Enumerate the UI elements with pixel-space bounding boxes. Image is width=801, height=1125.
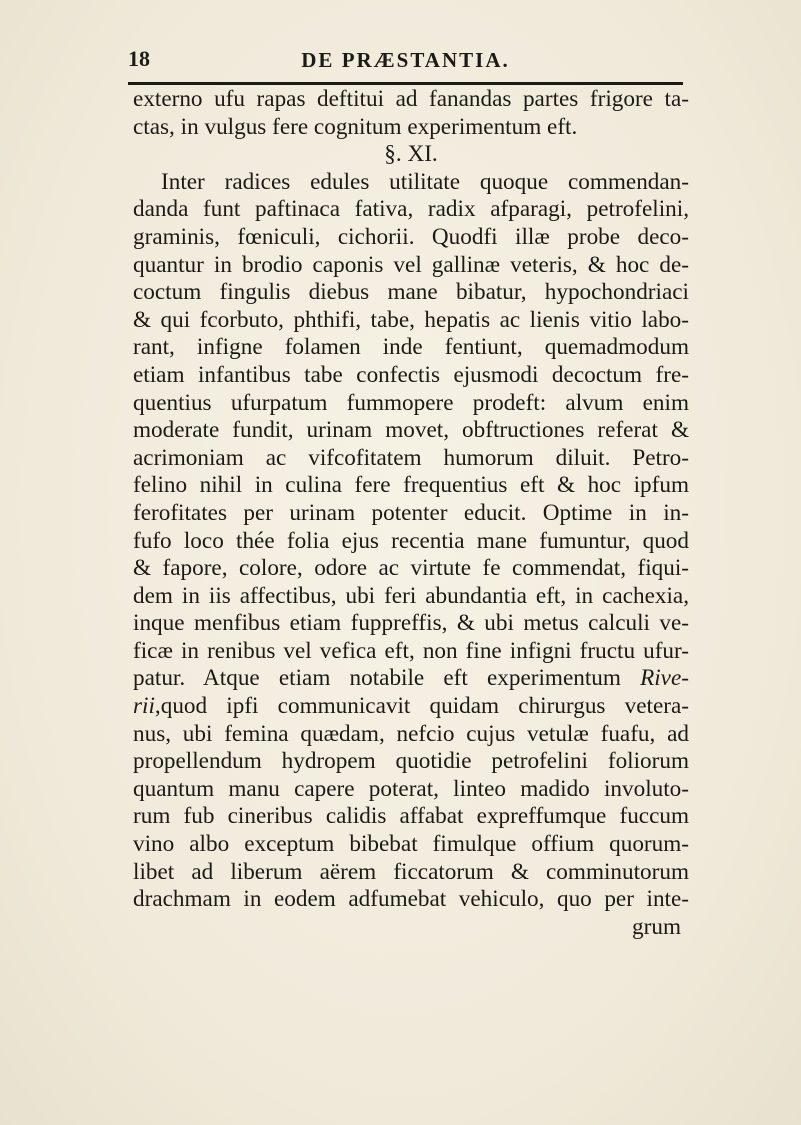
text-line: moderate fundit, urinam movet, obftructiones referat & [133, 417, 689, 444]
text-line: rant, infigne folamen inde fentiunt, quemadmodum [133, 334, 689, 361]
section-heading: §. XI. [384, 141, 438, 168]
text-line: dem in iis affectibus, ubi feri abundantia eft, in cachexia, [133, 582, 689, 609]
text-line: quantur in brodio caponis vel gallinæ veteris, & hoc de- [133, 251, 689, 278]
text-line: externo ufu rapas deftitui ad fanandas partes frigore ta- [133, 86, 689, 112]
text-line: vino albo exceptum bibebat fimulque offium quorum- [133, 831, 689, 858]
text-line: felino nihil in culina fere frequentius eft & hoc ipfum [133, 472, 689, 499]
text-line: Inter radices edules utilitate quoque commendan- [161, 168, 689, 195]
text-line: libet ad liberum aërem ficcatorum & comminutorum [133, 858, 689, 885]
header-rule [128, 82, 683, 85]
italic-name: Rive- [640, 665, 689, 692]
text-span: patur. Atque etiam notabile eft experimentum [133, 665, 621, 692]
text-line: graminis, fœniculi, cichorii. Quodfi illæ probe deco- [133, 223, 689, 250]
text-line: quentius ufurpatum fummopere prodeft: alvum enim [133, 389, 689, 416]
text-line: danda funt paftinaca fativa, radix afparagi, petrofelini, [133, 196, 689, 223]
text-line-with-italic [133, 665, 689, 693]
text-line: coctum fingulis diebus mane bibatur, hypochondriaci [133, 279, 689, 306]
text-line: ferofitates per urinam potenter educit. Optime in in- [133, 499, 689, 526]
text-line: etiam infantibus tabe confectis ejusmodi decoctum fre- [133, 361, 689, 388]
text-line: ctas, in vulgus fere cognitum experimentum eft. [133, 113, 578, 140]
text-line: inque menfibus etiam fuppreffis, & ubi metus calculi ve- [133, 610, 689, 637]
catchword: grum [632, 913, 681, 940]
text-line: quantum manu capere poterat, linteo madido involuto- [133, 775, 689, 802]
text-line-with-italic [133, 693, 689, 721]
page-number: 18 [128, 46, 150, 71]
text-line: fufo loco thée folia ejus recentia mane fumuntur, quod [133, 527, 689, 554]
text-line: nus, ubi femina quædam, nefcio cujus vetulæ fuafu, ad [133, 720, 689, 747]
text-span: ,quod ipfi communicavit quidam chirurgus vetera- [154, 693, 689, 720]
text-line: acrimoniam ac vifcofitatem humorum diluit. Petro- [133, 444, 689, 471]
text-line: rum fub cineribus calidis affabat expreffumque fuccum [133, 803, 689, 830]
text-line: & fapore, colore, odore ac virtute fe commendat, fiqui- [133, 555, 689, 582]
page-header [128, 46, 683, 82]
text-line: ficæ in renibus vel vefica eft, non fine infigni fructu ufur- [133, 637, 689, 664]
italic-name: rii [133, 693, 155, 720]
text-line: & qui fcorbuto, phthifi, tabe, hepatis ac lienis vitio labo- [133, 306, 689, 333]
body-text [133, 86, 689, 941]
text-line: propellendum hydropem quotidie petrofelini foliorum [133, 748, 689, 775]
text-line: drachmam in eodem adfumebat vehiculo, quo per inte- [133, 886, 689, 913]
running-head: DE PRÆSTANTIA. [301, 48, 510, 72]
